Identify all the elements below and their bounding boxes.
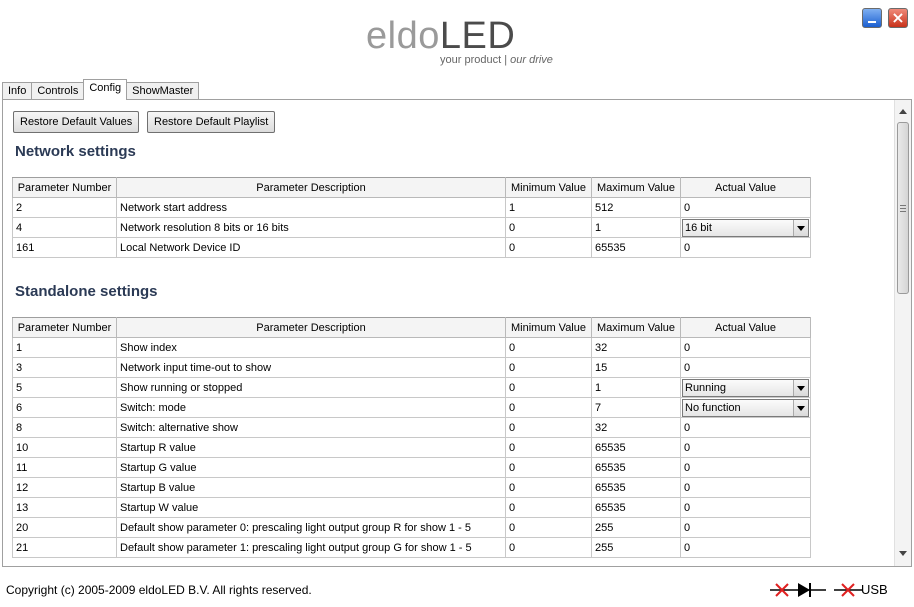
cell-maximum-value: 65535: [592, 438, 681, 458]
cell-parameter-number: 2: [13, 198, 117, 218]
cell-minimum-value: 0: [506, 218, 592, 238]
cell-actual-value[interactable]: 0: [681, 438, 811, 458]
usb-disconnected-icon: [834, 580, 862, 600]
cell-actual-value[interactable]: 0: [681, 238, 811, 258]
column-header-maximum-value[interactable]: Maximum Value: [592, 178, 681, 198]
cell-parameter-description: Startup R value: [117, 438, 506, 458]
actual-value-dropdown[interactable]: [682, 219, 809, 237]
restore-default-values-button[interactable]: Restore Default Values: [13, 111, 139, 133]
standalone-settings-table: [12, 317, 811, 558]
cell-actual-value[interactable]: 0: [681, 358, 811, 378]
table-row[interactable]: [13, 438, 811, 458]
cell-parameter-number: 161: [13, 238, 117, 258]
cell-parameter-number: 1: [13, 338, 117, 358]
cell-actual-value[interactable]: 0: [681, 458, 811, 478]
cell-maximum-value: 65535: [592, 238, 681, 258]
cell-actual-value[interactable]: 0: [681, 518, 811, 538]
cell-parameter-number: 5: [13, 378, 117, 398]
close-button[interactable]: [888, 8, 908, 28]
cell-actual-value[interactable]: 0: [681, 538, 811, 558]
cell-actual-value[interactable]: 0: [681, 338, 811, 358]
cell-parameter-number: 11: [13, 458, 117, 478]
column-header-actual-value[interactable]: Actual Value: [681, 318, 811, 338]
table-row[interactable]: [13, 358, 811, 378]
cell-maximum-value: 255: [592, 518, 681, 538]
column-header-parameter-number[interactable]: Parameter Number: [13, 178, 117, 198]
tab-config[interactable]: Config: [83, 79, 127, 100]
column-header-parameter-description[interactable]: Parameter Description: [117, 318, 506, 338]
tab-showmaster[interactable]: ShowMaster: [126, 82, 199, 100]
cell-parameter-number: 4: [13, 218, 117, 238]
cell-parameter-number: 6: [13, 398, 117, 418]
scroll-up-arrow-icon[interactable]: [895, 104, 911, 120]
standalone-settings-title: Standalone settings: [15, 283, 158, 300]
cell-parameter-number: 21: [13, 538, 117, 558]
network-settings-title: Network settings: [15, 143, 136, 160]
actual-value-dropdown[interactable]: [682, 399, 809, 417]
table-row[interactable]: [13, 238, 811, 258]
cell-minimum-value: 0: [506, 338, 592, 358]
cell-parameter-number: 13: [13, 498, 117, 518]
cell-minimum-value: 0: [506, 238, 592, 258]
cell-actual-value[interactable]: 0: [681, 198, 811, 218]
table-row[interactable]: [13, 418, 811, 438]
cell-parameter-description: Startup W value: [117, 498, 506, 518]
table-row[interactable]: [13, 498, 811, 518]
cell-minimum-value: 1: [506, 198, 592, 218]
column-header-actual-value[interactable]: Actual Value: [681, 178, 811, 198]
chevron-down-icon[interactable]: [793, 220, 808, 236]
cell-minimum-value: 0: [506, 478, 592, 498]
cell-minimum-value: 0: [506, 418, 592, 438]
column-header-minimum-value[interactable]: Minimum Value: [506, 178, 592, 198]
cell-maximum-value: 1: [592, 218, 681, 238]
cell-parameter-number: 3: [13, 358, 117, 378]
cell-minimum-value: 0: [506, 378, 592, 398]
cell-minimum-value: 0: [506, 358, 592, 378]
table-row[interactable]: [13, 338, 811, 358]
cell-maximum-value: 65535: [592, 498, 681, 518]
column-header-maximum-value[interactable]: Maximum Value: [592, 318, 681, 338]
tagline-right: our drive: [510, 54, 553, 66]
cell-minimum-value: 0: [506, 438, 592, 458]
cell-parameter-number: 8: [13, 418, 117, 438]
restore-default-playlist-button[interactable]: Restore Default Playlist: [147, 111, 275, 133]
cell-parameter-description: Show index: [117, 338, 506, 358]
cell-actual-value[interactable]: 0: [681, 478, 811, 498]
table-row[interactable]: [13, 518, 811, 538]
tab-info[interactable]: Info: [2, 82, 32, 100]
table-row[interactable]: [13, 218, 811, 238]
tab-controls[interactable]: Controls: [31, 82, 84, 100]
cell-maximum-value: 32: [592, 338, 681, 358]
config-content: [3, 100, 894, 566]
scroll-down-arrow-icon[interactable]: [895, 546, 911, 562]
chevron-down-icon[interactable]: [793, 380, 808, 396]
table-row[interactable]: [13, 398, 811, 418]
cell-minimum-value: 0: [506, 518, 592, 538]
cell-parameter-description: Network resolution 8 bits or 16 bits: [117, 218, 506, 238]
cell-minimum-value: 0: [506, 458, 592, 478]
cell-parameter-description: Startup G value: [117, 458, 506, 478]
chevron-down-icon[interactable]: [793, 400, 808, 416]
dropdown-selected-value: No function: [685, 401, 741, 414]
copyright-text: Copyright (c) 2005-2009 eldoLED B.V. All rights reserved.: [6, 583, 312, 597]
cell-maximum-value: 32: [592, 418, 681, 438]
table-row[interactable]: [13, 458, 811, 478]
table-row[interactable]: [13, 478, 811, 498]
vertical-scrollbar[interactable]: [894, 100, 911, 566]
cell-maximum-value: 512: [592, 198, 681, 218]
scrollbar-thumb[interactable]: [897, 122, 909, 294]
cell-maximum-value: 1: [592, 378, 681, 398]
cell-actual-value: [681, 218, 811, 238]
cell-parameter-description: Show running or stopped: [117, 378, 506, 398]
cell-parameter-description: Local Network Device ID: [117, 238, 506, 258]
dropdown-selected-value: 16 bit: [685, 221, 712, 234]
cell-parameter-description: Default show parameter 1: prescaling light output group G for show 1 - 5: [117, 538, 506, 558]
usb-label: USB: [861, 582, 888, 597]
column-header-parameter-number[interactable]: Parameter Number: [13, 318, 117, 338]
cell-minimum-value: 0: [506, 498, 592, 518]
cell-actual-value[interactable]: 0: [681, 498, 811, 518]
cell-parameter-description: Network input time-out to show: [117, 358, 506, 378]
cell-actual-value: [681, 378, 811, 398]
cell-actual-value: [681, 398, 811, 418]
cell-maximum-value: 15: [592, 358, 681, 378]
led-disconnected-icon: [770, 580, 830, 600]
cell-parameter-description: Switch: alternative show: [117, 418, 506, 438]
logo-text-led: LED: [439, 15, 516, 57]
logo-text-eldo: eldo: [366, 15, 440, 57]
cell-maximum-value: 7: [592, 398, 681, 418]
cell-parameter-description: Startup B value: [117, 478, 506, 498]
column-header-parameter-description[interactable]: Parameter Description: [117, 178, 506, 198]
eldoled-logo: [366, 14, 515, 58]
tagline-left: your product |: [440, 54, 511, 66]
dropdown-selected-value: Running: [685, 381, 726, 394]
cell-actual-value[interactable]: 0: [681, 418, 811, 438]
tab-bar: [2, 81, 198, 100]
cell-maximum-value: 65535: [592, 458, 681, 478]
cell-maximum-value: 65535: [592, 478, 681, 498]
network-settings-table: [12, 177, 811, 258]
actual-value-dropdown[interactable]: [682, 379, 809, 397]
cell-maximum-value: 255: [592, 538, 681, 558]
cell-parameter-number: 12: [13, 478, 117, 498]
config-panel: [2, 99, 912, 567]
tagline: [440, 54, 553, 66]
column-header-minimum-value[interactable]: Minimum Value: [506, 318, 592, 338]
grip-icon: [900, 205, 906, 212]
cell-parameter-number: 10: [13, 438, 117, 458]
cell-parameter-description: Network start address: [117, 198, 506, 218]
minimize-button[interactable]: [862, 8, 882, 28]
table-row[interactable]: [13, 198, 811, 218]
cell-minimum-value: 0: [506, 538, 592, 558]
table-row[interactable]: [13, 378, 811, 398]
cell-minimum-value: 0: [506, 398, 592, 418]
cell-parameter-description: Switch: mode: [117, 398, 506, 418]
cell-parameter-description: Default show parameter 0: prescaling light output group R for show 1 - 5: [117, 518, 506, 538]
table-row[interactable]: [13, 538, 811, 558]
close-icon: ×: [891, 8, 905, 27]
cell-parameter-number: 20: [13, 518, 117, 538]
